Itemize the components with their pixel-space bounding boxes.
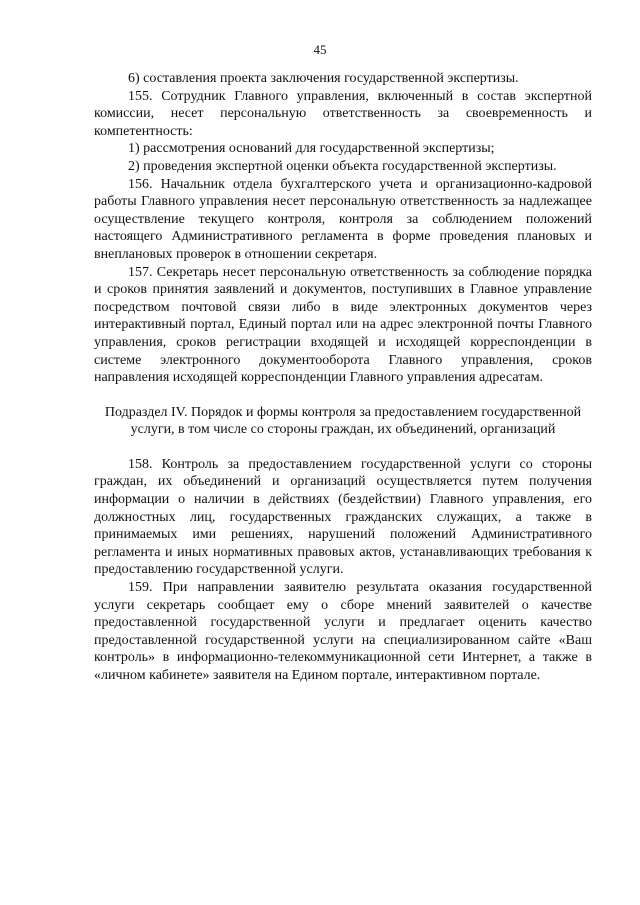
paragraph-158: 158. Контроль за предоставлением государственной услуги со стороны граждан, их объединений и организаций осуществляется путем получения информации о наличии в действиях (бездействии) Главного управления, его должностных лиц, государственных гражданских служащих, а также в принимаемых ими решениях, нарушений положений Административного регламента и иных нормативных правовых актов, устанавливающих требования к предоставлению государственной услуги. [94, 456, 592, 578]
paragraph-157: 157. Секретарь несет персональную ответственность за соблюдение порядка и сроков принятия заявлений и документов, поступивших в Главное управление посредством почтовой связи либо в виде электронных документов через интерактивный портал, Единый портал или на адрес электронной почты Главного управления, сроков регистрации входящей и исходящей корреспонденции в системе электронного документооборота Главного управления, сроков направления исходящей корреспонденции Главного управления адресатам. [94, 264, 592, 386]
paragraph-155: 155. Сотрудник Главного управления, включенный в состав экспертной комиссии, несет персональную ответственность за своевременность и компетентность: [94, 88, 592, 139]
paragraph-item-1: 1) рассмотрения оснований для государственной экспертизы; [128, 141, 495, 157]
paragraph-159: 159. При направлении заявителю результата оказания государственной услуги секретарь сообщает ему о сборе мнений заявителей о качестве предоставленной государственной услуги и предлагает оценить качество предоставленной государственной услуги на специализированном сайте «Ваш контроль» в информационно-телекоммуникационной сети Интернет, а также в «личном кабинете» заявителя на Едином портале, интерактивном портале. [94, 580, 592, 683]
section-heading: Подраздел IV. Порядок и формы контроля за предоставлением государственной услуги, в том числе со стороны граждан, их объединений, организаций [104, 404, 582, 438]
paragraph-item-6: 6) составления проекта заключения государственной экспертизы. [128, 71, 519, 86]
paragraph-item-2: 2) проведения экспертной оценки объекта государственной экспертизы. [128, 158, 557, 174]
document-body [94, 70, 592, 685]
paragraph-156: 156. Начальник отдела бухгалтерского учета и организационно-кадровой работы Главного управления несет персональную ответственность за надлежащее осуществление текущего контроля, контроля за соблюдением положений настоящего Административного регламента в форме проведения плановых и внеплановых проверок в отношении секретаря. [94, 176, 592, 262]
page-number: 45 [313, 42, 327, 57]
